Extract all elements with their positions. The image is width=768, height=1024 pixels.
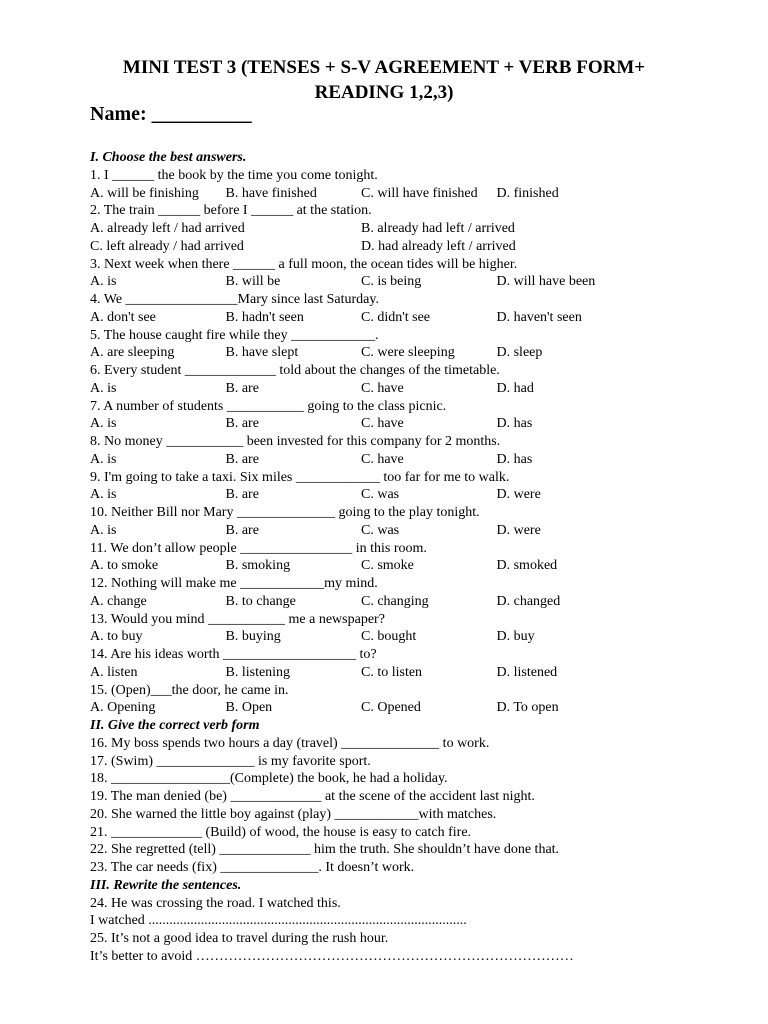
answer-option: A. Opening — [90, 700, 156, 716]
answer-option: A. is — [90, 416, 117, 432]
answer-option: A. already left / had arrived — [90, 221, 245, 236]
answer-option: B. smoking — [225, 558, 291, 574]
answer-option: B. are — [225, 416, 259, 432]
options-row — [90, 486, 730, 504]
question-5: 5. The house caught fire while they ____________. — [90, 327, 379, 343]
answer-option: B. to change — [225, 593, 296, 609]
section-1-heading: I. Choose the best answers. — [90, 150, 247, 165]
answer-option: B. are — [225, 522, 259, 538]
options-row — [90, 185, 730, 203]
answer-option: D. has — [496, 416, 533, 432]
answer-option: D. finished — [496, 185, 559, 201]
answer-option: B. have finished — [225, 185, 317, 201]
question-14: 14. Are his ideas worth ___________________ to? — [90, 647, 377, 662]
answer-option: A. is — [90, 451, 117, 467]
options-row — [90, 664, 730, 682]
answer-option: A. will be finishing — [90, 185, 199, 201]
verb-form-item: 22. She regretted (tell) _____________ him the truth. She shouldn’t have done that. — [90, 842, 560, 858]
options-row — [90, 415, 730, 433]
rewrite-item: 24. He was crossing the road. I watched this. — [90, 895, 341, 911]
options-row — [90, 628, 730, 646]
answer-option: A. to buy — [90, 629, 143, 645]
verb-form-item: 19. The man denied (be) _____________ at the scene of the accident last night. — [90, 789, 535, 804]
question-3: 3. Next week when there ______ a full moon, the ocean tides will be higher. — [90, 256, 518, 272]
answer-option: C. was — [361, 522, 400, 538]
title-line-2: READING 1,2,3) — [314, 82, 454, 103]
answer-option: C. have — [361, 380, 404, 396]
verb-form-item: 16. My boss spends two hours a day (travel) ______________ to work. — [90, 735, 490, 751]
question-12: 12. Nothing will make me ____________my mind. — [90, 576, 378, 591]
answer-option: A. is — [90, 522, 117, 538]
question-11: 11. We don’t allow people ________________ in this room. — [90, 540, 427, 556]
question-6: 6. Every student _____________ told about the changes of the timetable. — [90, 363, 500, 378]
answer-option: C. were sleeping — [361, 345, 455, 361]
answer-option: A. is — [90, 487, 117, 503]
answer-option: D. has — [496, 451, 533, 467]
section-3-heading: III. Rewrite the sentences. — [90, 877, 242, 893]
answer-option: A. are sleeping — [90, 345, 175, 361]
question-1: 1. I ______ the book by the time you come tonight. — [90, 167, 378, 183]
answer-option: B. are — [225, 451, 259, 467]
question-4: 4. We ________________Mary since last Saturday. — [90, 292, 379, 307]
answer-option: D. sleep — [496, 345, 543, 361]
section-2-heading: II. Give the correct verb form — [90, 718, 260, 733]
question-9: 9. I'm going to take a taxi. Six miles ____________ too far for me to walk. — [90, 469, 510, 485]
verb-form-item: 17. (Swim) ______________ is my favorite sport. — [90, 753, 371, 769]
answer-option: B. are — [225, 487, 259, 503]
options-row — [90, 522, 730, 540]
question-10: 10. Neither Bill nor Mary ______________ going to the play tonight. — [90, 505, 480, 520]
answer-option: B. have slept — [225, 345, 299, 361]
answer-option: A. don't see — [90, 309, 156, 325]
answer-option: D. were — [496, 522, 541, 538]
answer-option: B. buying — [225, 629, 281, 645]
answer-option: C. didn't see — [361, 309, 431, 325]
options-row — [90, 699, 730, 717]
answer-option: C. bought — [361, 629, 417, 645]
options-row — [90, 220, 730, 238]
answer-option: B. listening — [225, 664, 291, 680]
answer-option: C. have — [361, 451, 404, 467]
options-row — [90, 380, 730, 398]
test-content — [90, 149, 730, 966]
answer-option: C. have — [361, 416, 404, 432]
question-2: 2. The train ______ before I ______ at the station. — [90, 203, 372, 219]
options-row — [90, 309, 730, 327]
answer-option: D. had — [496, 380, 534, 396]
options-row — [90, 238, 730, 256]
options-row — [90, 273, 730, 291]
answer-option: D. changed — [496, 593, 561, 609]
answer-option: A. is — [90, 380, 117, 396]
rewrite-item: I watched ........................................................................................... — [90, 913, 467, 929]
question-8: 8. No money ___________ been invested for this company for 2 months. — [90, 434, 501, 449]
verb-form-item: 21. _____________ (Build) of wood, the house is easy to catch fire. — [90, 824, 472, 840]
rewrite-item: 25. It’s not a good idea to travel during the rush hour. — [90, 931, 389, 946]
options-row — [90, 344, 730, 362]
rewrite-item: It’s better to avoid ……………………………………………………………………… — [90, 948, 574, 964]
options-row — [90, 593, 730, 611]
answer-option: C. Opened — [361, 700, 421, 716]
question-7: 7. A number of students ___________ going to the class picnic. — [90, 398, 447, 414]
answer-option: C. changing — [361, 593, 429, 609]
answer-option: A. is — [90, 274, 117, 290]
answer-option: D. listened — [496, 664, 558, 680]
answer-option: C. will have finished — [361, 185, 478, 201]
verb-form-item: 20. She warned the little boy against (play) ____________with matches. — [90, 806, 497, 822]
answer-option: B. already had left / arrived — [361, 221, 515, 236]
answer-option: B. hadn't seen — [225, 309, 304, 325]
answer-option: C. smoke — [361, 558, 414, 574]
answer-option: B. will be — [225, 274, 281, 290]
answer-option: A. to smoke — [90, 558, 159, 574]
options-row — [90, 451, 730, 469]
test-title — [60, 55, 708, 105]
answer-option: C. was — [361, 487, 400, 503]
name-field-label: Name: __________ — [90, 103, 252, 125]
answer-option: C. is being — [361, 274, 422, 290]
question-15: 15. (Open)___the door, he came in. — [90, 682, 289, 698]
answer-option: C. left already / had arrived — [90, 238, 244, 254]
title-line-1: MINI TEST 3 (TENSES + S-V AGREEMENT + VERB FORM+ — [122, 57, 646, 78]
verb-form-item: 23. The car needs (fix) ______________. It doesn’t work. — [90, 860, 415, 875]
answer-option: B. are — [225, 380, 259, 396]
answer-option: D. To open — [496, 700, 559, 716]
answer-option: D. will have been — [496, 274, 596, 290]
answer-option: C. to listen — [361, 664, 423, 680]
question-13: 13. Would you mind ___________ me a newspaper? — [90, 611, 385, 627]
answer-option: A. change — [90, 593, 147, 609]
answer-option: D. haven't seen — [496, 309, 582, 325]
answer-option: D. buy — [496, 629, 535, 645]
answer-option: D. were — [496, 487, 541, 503]
answer-option: A. listen — [90, 664, 138, 680]
answer-option: D. smoked — [496, 558, 558, 574]
answer-option: B. Open — [225, 700, 273, 716]
answer-option: D. had already left / arrived — [361, 238, 516, 254]
verb-form-item: 18. _________________(Complete) the book, he had a holiday. — [90, 771, 448, 787]
options-row — [90, 557, 730, 575]
